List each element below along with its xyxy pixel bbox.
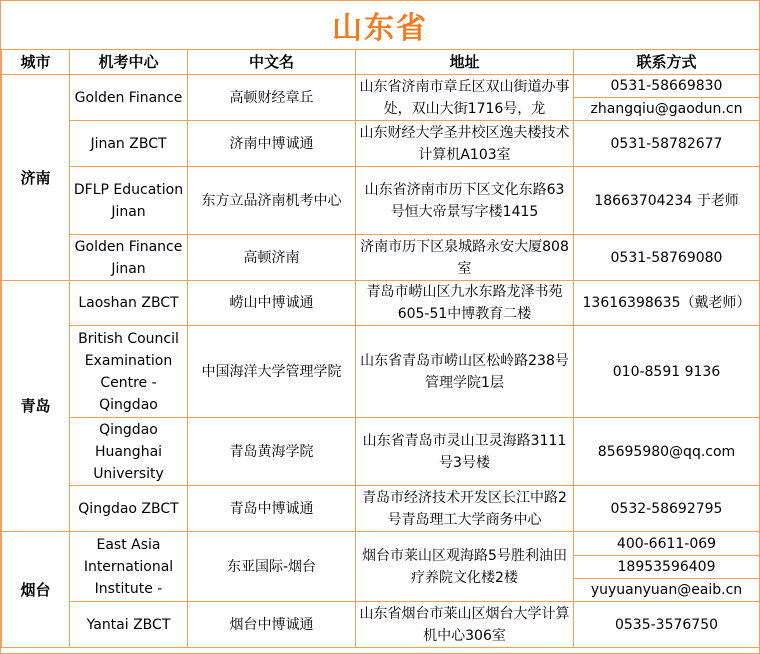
header-city: 城市 bbox=[2, 50, 70, 75]
center-cell: Golden Finance Jinan bbox=[70, 235, 188, 281]
cn-name-cell: 高顿济南 bbox=[188, 235, 356, 281]
contact-cell: 0531-58769080 bbox=[574, 235, 760, 281]
city-cell: 青岛 bbox=[2, 281, 70, 532]
table-row bbox=[2, 418, 760, 486]
address-cell: 烟台市莱山区观海路5号胜利油田疗养院文化楼2楼 bbox=[356, 532, 574, 602]
table-row bbox=[2, 281, 760, 326]
contact-email: yuyuanyuan@eaib.cn bbox=[574, 578, 759, 601]
table-row bbox=[2, 167, 760, 235]
contact-cell: 0535-3576750 bbox=[574, 602, 760, 648]
header-address: 地址 bbox=[356, 50, 574, 75]
address-cell: 山东财经大学圣井校区逸夫楼技术计算机A103室 bbox=[356, 121, 574, 167]
contact-mobile: 18953596409 bbox=[574, 555, 759, 578]
center-cell: Qingdao ZBCT bbox=[70, 486, 188, 532]
cn-name-cell: 崂山中博诚通 bbox=[188, 281, 356, 326]
table-row bbox=[2, 602, 760, 648]
contact-phone: 400-6611-069 bbox=[616, 535, 717, 552]
table-row bbox=[2, 532, 760, 602]
center-cell: Laoshan ZBCT bbox=[70, 281, 188, 326]
center-cell: Qingdao Huanghai University bbox=[70, 418, 188, 486]
table-row bbox=[2, 235, 760, 281]
header-row bbox=[2, 50, 760, 75]
contact-cell: 85695980@qq.com bbox=[574, 418, 760, 486]
address-cell: 山东省济南市章丘区双山街道办事处，双山大街1716号，龙 bbox=[356, 75, 574, 121]
cn-name-cell: 青岛中博诚通 bbox=[188, 486, 356, 532]
cn-name-cell: 中国海洋大学管理学院 bbox=[188, 326, 356, 418]
address-cell: 山东省青岛市崂山区松岭路238号管理学院1层 bbox=[356, 326, 574, 418]
cn-name-cell: 济南中博诚通 bbox=[188, 121, 356, 167]
table-row bbox=[2, 121, 760, 167]
address-cell: 山东省青岛市灵山卫灵海路3111号3号楼 bbox=[356, 418, 574, 486]
address-cell: 山东省济南市历下区文化东路63号恒大帝景写字楼1415 bbox=[356, 167, 574, 235]
cn-name-cell: 烟台中博诚通 bbox=[188, 602, 356, 648]
contact-email: zhangqiu@gaodun.cn bbox=[574, 97, 759, 120]
center-cell: Golden Finance bbox=[70, 75, 188, 121]
city-cell: 烟台 bbox=[2, 532, 70, 648]
header-contact: 联系方式 bbox=[574, 50, 760, 75]
header-cn-name: 中文名 bbox=[188, 50, 356, 75]
center-cell: Jinan ZBCT bbox=[70, 121, 188, 167]
center-cell: East Asia International Institute - bbox=[70, 532, 188, 602]
exam-center-table bbox=[1, 50, 760, 648]
address-cell: 青岛市经济技术开发区长江中路2号青岛理工大学商务中心 bbox=[356, 486, 574, 532]
contact-cell: 18663704234 于老师 bbox=[574, 167, 760, 235]
contact-cell: 0531-58782677 bbox=[574, 121, 760, 167]
table-row bbox=[2, 75, 760, 121]
center-cell: DFLP Education Jinan bbox=[70, 167, 188, 235]
address-cell: 山东省烟台市莱山区烟台大学计算机中心306室 bbox=[356, 602, 574, 648]
contact-cell: 0532-58692795 bbox=[574, 486, 760, 532]
cn-name-cell: 东方立品济南机考中心 bbox=[188, 167, 356, 235]
contact-phone: 0531-58669830 bbox=[610, 78, 723, 94]
contact-cell bbox=[574, 75, 760, 121]
page-title: 山东省 bbox=[1, 1, 759, 50]
cn-name-cell: 青岛黄海学院 bbox=[188, 418, 356, 486]
city-cell: 济南 bbox=[2, 75, 70, 281]
contact-cell: 010-8591 9136 bbox=[574, 326, 760, 418]
cn-name-cell: 东亚国际-烟台 bbox=[188, 532, 356, 602]
address-cell: 济南市历下区泉城路永安大厦808室 bbox=[356, 235, 574, 281]
header-center: 机考中心 bbox=[70, 50, 188, 75]
cn-name-cell: 高顿财经章丘 bbox=[188, 75, 356, 121]
address-cell: 青岛市崂山区九水东路龙泽书苑605-51中博教育二楼 bbox=[356, 281, 574, 326]
center-cell: British Council Examination Centre - Qingdao bbox=[70, 326, 188, 418]
table-row bbox=[2, 326, 760, 418]
table-row bbox=[2, 486, 760, 532]
center-cell: Yantai ZBCT bbox=[70, 602, 188, 648]
contact-cell: 13616398635（戴老师） bbox=[574, 281, 760, 326]
contact-cell bbox=[574, 532, 760, 602]
